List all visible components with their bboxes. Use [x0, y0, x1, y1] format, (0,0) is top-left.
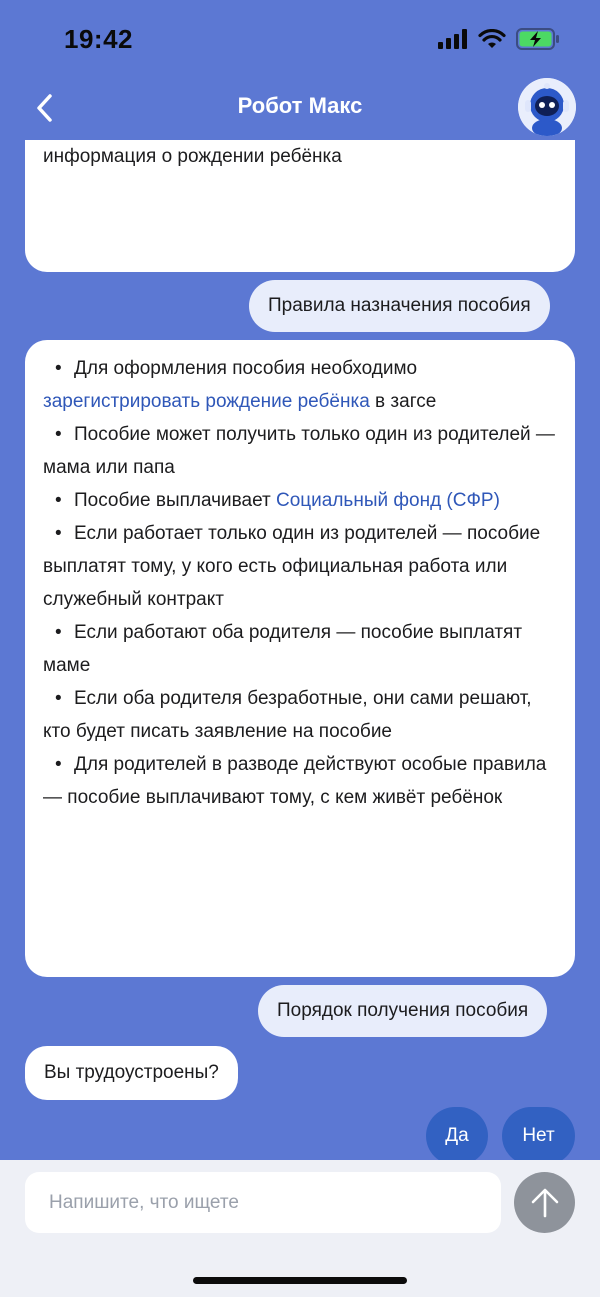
rule-item: • Если работает только один из родителей — пособие выплатят тому, у кого есть официальная работа или служебный контракт: [43, 517, 557, 616]
bullet-icon: •: [55, 622, 62, 643]
status-bar: [0, 0, 600, 80]
arrow-up-icon: [530, 1187, 560, 1219]
link-social-fund[interactable]: Социальный фонд (СФР): [276, 490, 500, 511]
user-message: [258, 985, 547, 1037]
message-composer: [0, 1160, 600, 1297]
chat-messages[interactable]: [0, 140, 600, 1160]
bot-message-text: информация о рождении ребёнка: [43, 146, 342, 167]
robot-icon: [518, 78, 576, 136]
bot-message: [25, 140, 575, 272]
home-indicator[interactable]: [193, 1277, 407, 1284]
quick-reply-yes-button[interactable]: Да: [426, 1107, 488, 1160]
rule-item: • Если работают оба родителя — пособие выплатят маме: [43, 616, 557, 682]
rule-item: • Если оба родителя безработные, они сами решают, кто будет писать заявление на пособие: [43, 682, 557, 748]
chat-header: [0, 80, 600, 136]
user-message: [249, 280, 550, 332]
cellular-signal-icon: [438, 29, 468, 49]
rule-item: • Пособие выплачивает Социальный фонд (СФР): [43, 484, 557, 517]
quick-reply-no-button[interactable]: Нет: [502, 1107, 575, 1160]
user-message-text: Порядок получения пособия: [277, 1000, 529, 1021]
rule-item: • Для оформления пособия необходимо зарегистрировать рождение ребёнка в загсе: [43, 352, 557, 418]
rule-item: • Пособие может получить только один из родителей — мама или папа: [43, 418, 557, 484]
user-message-text: Правила назначения пособия: [268, 295, 531, 316]
bot-question-text: Вы трудоустроены?: [44, 1062, 219, 1083]
chat-title: Робот Макс: [237, 93, 363, 118]
bullet-icon: •: [55, 523, 62, 544]
message-input[interactable]: [25, 1172, 501, 1233]
send-button[interactable]: [514, 1172, 575, 1233]
link-register-birth[interactable]: зарегистрировать рождение ребёнка: [43, 391, 370, 412]
robot-avatar[interactable]: [518, 78, 576, 136]
bullet-icon: •: [55, 754, 62, 775]
bot-message-rules: [25, 340, 575, 977]
bot-question: [25, 1046, 238, 1100]
bullet-icon: •: [55, 424, 62, 445]
wifi-icon: [478, 29, 506, 49]
bullet-icon: •: [55, 688, 62, 709]
rule-item: • Для родителей в разводе действуют особые правила — пособие выплачивают тому, с кем живёт ребёнок: [43, 748, 557, 814]
battery-charging-icon: [516, 28, 560, 50]
bullet-icon: •: [55, 358, 62, 379]
status-time: 19:42: [64, 24, 133, 54]
status-icons: [438, 28, 560, 50]
bullet-icon: •: [55, 490, 62, 511]
